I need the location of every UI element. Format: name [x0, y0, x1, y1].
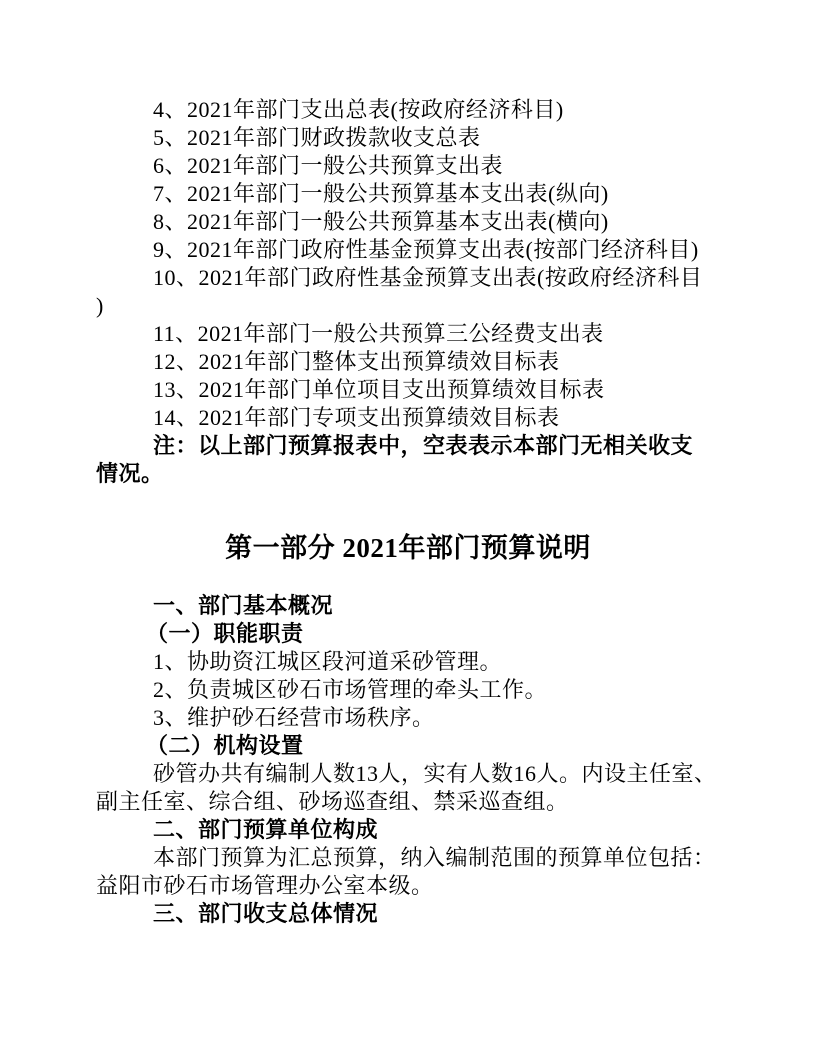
duty-item-1: 1、协助资江城区段河道采砂管理。 [153, 649, 503, 674]
duty-item-3: 3、维护砂石经营市场秩序。 [153, 705, 435, 730]
index-item-12: 12、2021年部门整体支出预算绩效目标表 [153, 349, 560, 374]
index-item-8: 8、2021年部门一般公共预算基本支出表(横向) [153, 209, 609, 234]
part1-title: 第一部分 2021年部门预算说明 [225, 533, 591, 563]
org-paragraph-line-2: 副主任室、综合组、砂场巡查组、禁采巡查组。 [96, 789, 569, 814]
document-content [96, 96, 720, 928]
index-item-13: 13、2021年部门单位项目支出预算绩效目标表 [153, 377, 605, 402]
org-paragraph-line-1: 砂管办共有编制人数13人，实有人数16人。内设主任室、 [153, 761, 717, 786]
index-item-14: 14、2021年部门专项支出预算绩效目标表 [153, 405, 560, 430]
index-item-10-continuation: ) [96, 293, 104, 318]
index-item-9: 9、2021年部门政府性基金预算支出表(按部门经济科目) [153, 237, 699, 262]
heading-sub1-duties: （一）职能职责 [146, 621, 304, 646]
index-item-4: 4、2021年部门支出总表(按政府经济科目) [153, 97, 564, 122]
note-line-2: 情况。 [96, 461, 164, 486]
units-paragraph-line-1: 本部门预算为汇总预算，纳入编制范围的预算单位包括： [153, 845, 716, 870]
index-item-11: 11、2021年部门一般公共预算三公经费支出表 [153, 321, 604, 346]
units-paragraph-line-2: 益阳市砂石市场管理办公室本级。 [96, 873, 434, 898]
index-item-5: 5、2021年部门财政拨款收支总表 [153, 125, 481, 150]
index-item-7: 7、2021年部门一般公共预算基本支出表(纵向) [153, 181, 609, 206]
report-index-list [96, 96, 720, 432]
duty-item-2: 2、负责城区砂石市场管理的牵头工作。 [153, 677, 548, 702]
index-item-10: 10、2021年部门政府性基金预算支出表(按政府经济科目 [153, 265, 703, 290]
empty-table-note [96, 432, 720, 488]
heading-sec3-totals: 三、部门收支总体情况 [153, 901, 379, 926]
heading-sub2-structure: （二）机构设置 [146, 733, 304, 758]
budget-explanation-body [96, 592, 720, 928]
index-item-6: 6、2021年部门一般公共预算支出表 [153, 153, 504, 178]
heading-sec2-units: 二、部门预算单位构成 [153, 817, 379, 842]
heading-sec1-overview: 一、部门基本概况 [153, 593, 334, 618]
note-line-1: 注：以上部门预算报表中，空表表示本部门无相关收支 [153, 433, 694, 458]
